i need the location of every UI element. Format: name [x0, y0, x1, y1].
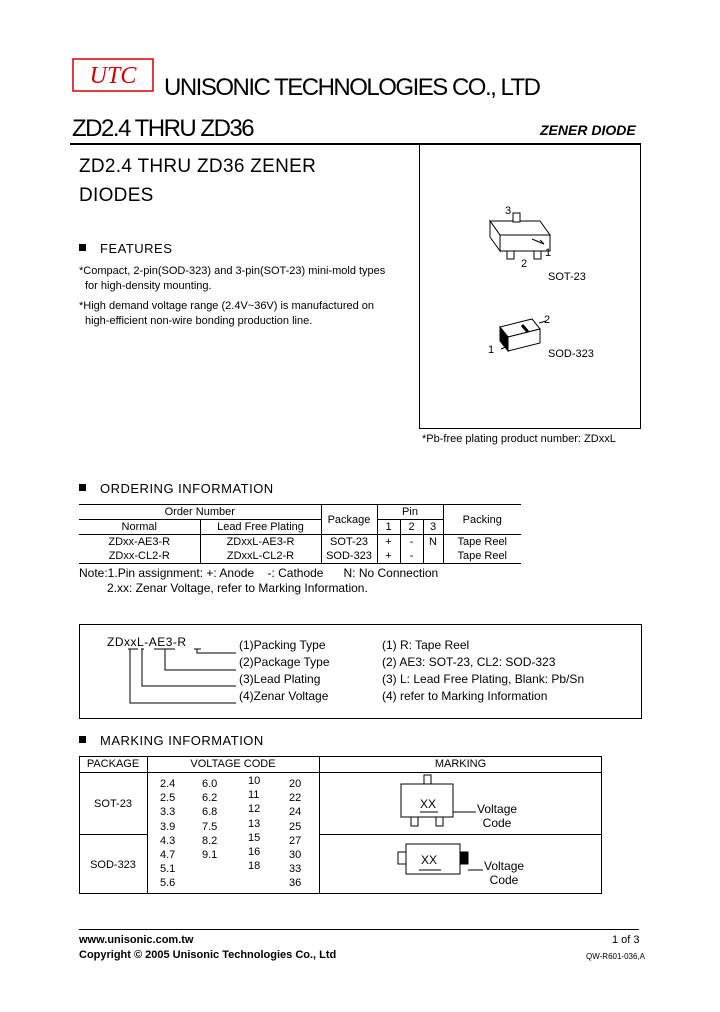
ordering-note-1: Note:1.Pin assignment: +: Anode -: Cathode N: No Connection — [79, 566, 439, 580]
th-voltage-code: VOLTAGE CODE — [190, 758, 276, 770]
headline-line-1: ZD2.4 THRU ZD36 ZENER — [79, 156, 317, 177]
th-mark-package: PACKAGE — [86, 758, 140, 770]
voltage-col-1: 2.4 2.5 3.3 3.9 4.3 4.7 5.1 5.6 — [160, 778, 176, 890]
footer-url[interactable]: www.unisonic.com.tw — [79, 934, 194, 946]
th-package: Package — [321, 505, 377, 535]
footer-page: 1 of 3 — [612, 934, 640, 946]
sod-pin1: 1 — [488, 344, 495, 356]
part-code-box — [79, 624, 642, 719]
table-row: ZDxx-AE3-R ZDxxL-AE3-R SOT-23 + - N Tape Reel — [79, 535, 521, 550]
bullet-square-icon — [79, 244, 86, 251]
voltage-col-3: 10 11 12 13 15 16 18 — [248, 775, 261, 873]
code-labels: (1)Packing Type (2)Package Type (3)Lead Plating (4)Zenar Voltage — [239, 638, 330, 703]
features-heading: FEATURES — [79, 241, 172, 256]
headline-line-2: DIODES — [79, 185, 154, 206]
sod323-label: SOD-323 — [548, 348, 594, 360]
footer-rule — [79, 929, 639, 930]
footer-doc-id: QW-R601-036,A — [586, 952, 645, 961]
part-code: ZDxxL-AE3-R — [107, 635, 187, 649]
sot23-voltage-code: Voltage Code — [477, 802, 518, 830]
sod323-voltage-code: Voltage Code — [484, 859, 525, 887]
sot-pin2: 2 — [521, 258, 528, 270]
sot-pin3: 3 — [505, 205, 512, 217]
sot23-drawing — [490, 213, 550, 259]
table-row: ZDxx-CL2-R ZDxxL-CL2-R SOD-323 + - Tape Reel — [79, 549, 521, 564]
package-drawings — [420, 143, 640, 428]
ordering-heading: ORDERING INFORMATION — [79, 481, 274, 496]
sod323-xx: XX — [421, 853, 438, 867]
voltage-col-2: 6.0 6.2 6.8 7.5 8.2 9.1 — [202, 778, 218, 862]
sod-pin2: 2 — [544, 314, 551, 326]
footer-copyright: Copyright © 2005 Unisonic Technologies Co., Ltd — [79, 949, 337, 961]
doc-type: ZENER DIODE — [540, 122, 636, 138]
sod323-drawing — [500, 319, 546, 351]
sot23-label: SOT-23 — [548, 271, 586, 283]
th-normal: Normal — [79, 520, 200, 535]
bullet-square-icon — [79, 736, 86, 743]
pbfree-note: *Pb-free plating product number: ZDxxL — [422, 433, 616, 445]
mark-pkg-sod323: SOD-323 — [90, 859, 136, 871]
sot23-marking-drawing — [401, 775, 476, 826]
logo-text: UTC — [89, 63, 137, 89]
headline — [79, 152, 409, 210]
bullet-square-icon — [79, 484, 86, 491]
marking-table — [79, 756, 602, 894]
part-title: ZD2.4 THRU ZD36 — [72, 115, 254, 142]
code-values: (1) R: Tape Reel (2) AE3: SOT-23, CL2: SOD-323 (3) L: Lead Free Plating, Blank: Pb/Sn (4) refer to Marking Information — [382, 638, 585, 703]
sot-pin1: 1 — [545, 247, 552, 259]
package-illustration-box — [419, 143, 641, 429]
th-pin: Pin — [377, 505, 443, 520]
voltage-col-4: 20 22 24 25 27 30 33 36 — [289, 778, 302, 890]
company-name: UNISONIC TECHNOLOGIES CO., LTD — [164, 74, 540, 101]
utc-logo — [72, 58, 154, 92]
th-lead-free: Lead Free Plating — [217, 521, 304, 533]
th-pin1: 1 — [377, 520, 400, 535]
feature-item-2: *High demand voltage range (2.4V~36V) is manufactured on high-efficient non-wire bonding production line. — [79, 300, 375, 327]
th-pin3: 3 — [429, 521, 437, 533]
sot23-xx: XX — [420, 797, 437, 811]
ordering-note-2: 2.xx: Zenar Voltage, refer to Marking Information. — [107, 581, 368, 595]
th-pin2: 2 — [400, 520, 423, 535]
code-leader-lines — [80, 625, 380, 718]
th-packing: Packing — [443, 505, 521, 535]
feature-item-1: *Compact, 2-pin(SOD-323) and 3-pin(SOT-23) mini-mold types for high-density mounting. — [79, 265, 386, 292]
marking-heading: MARKING INFORMATION — [79, 733, 264, 748]
mark-pkg-sot23: SOT-23 — [94, 798, 132, 810]
sod323-marking-drawing — [398, 844, 483, 874]
ordering-table — [79, 504, 521, 564]
th-order-number: Order Number — [79, 505, 321, 520]
th-marking: MARKING — [434, 758, 487, 770]
